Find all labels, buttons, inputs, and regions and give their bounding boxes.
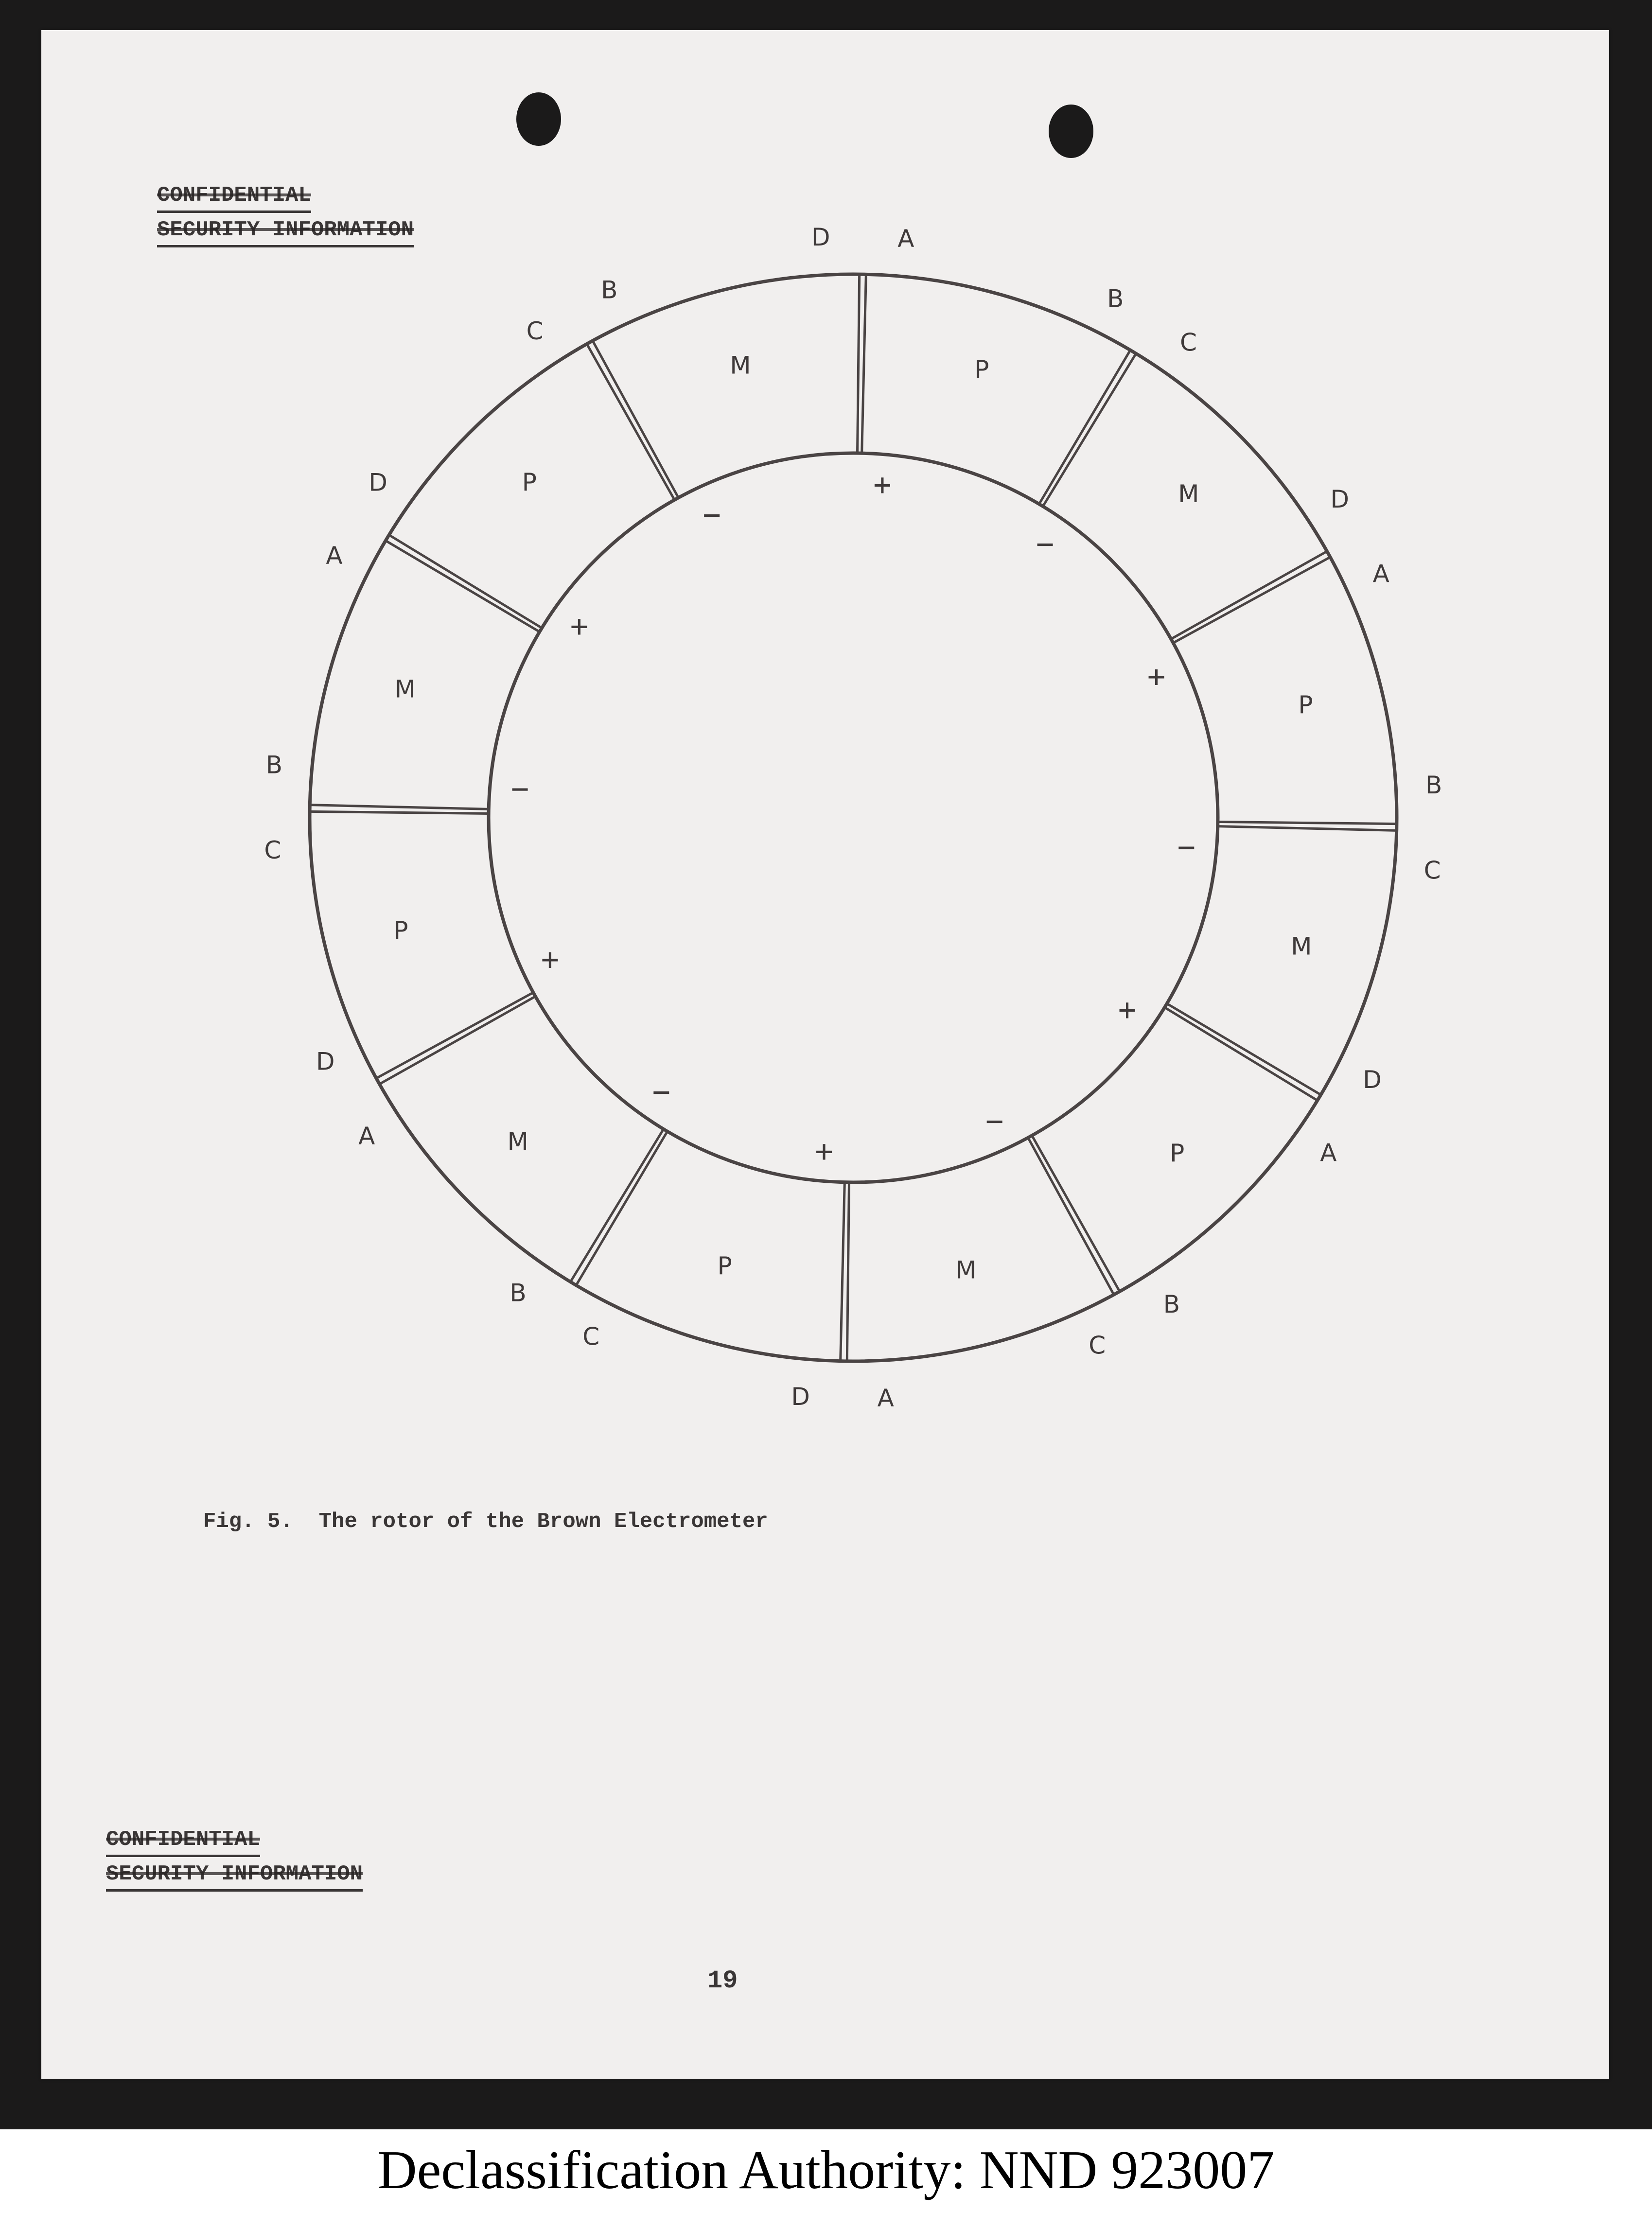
segment-label: P (974, 355, 989, 384)
polarity-sign: − (510, 771, 529, 807)
polarity-sign: − (1177, 829, 1196, 865)
boundary-label: C (1089, 1331, 1106, 1360)
stamp-line-security-information: SECURITY INFORMATION (106, 1860, 363, 1892)
declassification-footer: Declassification Authority: NND 923007 (377, 2140, 1275, 2200)
segment-divider (858, 274, 860, 453)
segment-label: M (394, 675, 416, 703)
segment-divider (389, 535, 542, 628)
boundary-label: D (791, 1383, 810, 1411)
segment-divider (847, 1182, 849, 1361)
segment-divider (310, 805, 489, 809)
segment-label: P (522, 468, 537, 497)
boundary-label: C (582, 1322, 600, 1351)
boundary-label: C (264, 836, 281, 864)
boundary-label: A (358, 1122, 375, 1150)
boundary-label: D (811, 223, 830, 251)
segment-label: P (393, 916, 408, 945)
boundary-label: D (1330, 485, 1350, 514)
segment-label: M (955, 1256, 977, 1284)
boundary-label: B (510, 1279, 527, 1307)
boundary-label: C (526, 317, 544, 346)
segment-divider (1167, 1003, 1321, 1095)
segment-divider (1218, 826, 1397, 831)
boundary-label: D (316, 1047, 335, 1076)
stamp-line-confidential: CONFIDENTIAL (106, 1825, 260, 1857)
segment-divider (1218, 822, 1397, 824)
segment-divider (1165, 1007, 1318, 1100)
boundary-label: B (1107, 284, 1124, 313)
segment-divider (570, 1129, 663, 1282)
polarity-sign: − (652, 1074, 671, 1110)
polarity-sign: + (815, 1133, 833, 1169)
confidential-stamp-bottom (106, 1825, 363, 1895)
segment-divider (1171, 551, 1327, 639)
segment-label: M (1178, 479, 1199, 508)
segment-divider (841, 1182, 845, 1361)
polarity-sign: + (873, 467, 892, 503)
boundary-label: A (1372, 560, 1389, 588)
polarity-sign: − (985, 1103, 1004, 1139)
segment-divider (386, 541, 540, 632)
polarity-sign: − (703, 496, 721, 532)
boundary-label: A (897, 224, 914, 253)
segment-divider (587, 344, 674, 500)
segment-divider (1028, 1138, 1114, 1295)
boundary-label: B (601, 276, 618, 304)
polarity-sign: + (541, 941, 560, 977)
segment-label: P (1170, 1139, 1185, 1167)
boundary-label: D (369, 468, 387, 497)
boundary-label: A (1320, 1139, 1337, 1167)
segment-divider (1039, 350, 1130, 504)
segment-label: M (730, 351, 751, 380)
boundary-label: C (1424, 856, 1441, 885)
segment-divider (576, 1131, 668, 1285)
segment-divider (380, 997, 536, 1084)
segment-label: P (1298, 690, 1313, 719)
boundary-label: B (1163, 1290, 1180, 1318)
boundary-label: B (1425, 771, 1442, 800)
boundary-label: C (1179, 328, 1197, 357)
segment-divider (862, 274, 866, 453)
segment-divider (1173, 557, 1330, 643)
stamp-line-security-information: SECURITY INFORMATION (157, 216, 414, 247)
segment-label: M (1291, 932, 1312, 961)
polarity-sign: + (1147, 658, 1166, 694)
boundary-label: D (1363, 1066, 1382, 1094)
segment-label: P (717, 1251, 732, 1280)
inner-ring (489, 453, 1218, 1182)
boundary-label: A (326, 541, 343, 570)
outer-ring (310, 274, 1397, 1361)
stamp-line-confidential: CONFIDENTIAL (157, 181, 311, 213)
segment-divider (310, 811, 489, 813)
segment-divider (1043, 353, 1136, 506)
segment-label: M (507, 1127, 528, 1156)
polarity-sign: + (1118, 992, 1137, 1028)
page-number: 19 (707, 1966, 738, 1995)
boundary-label: A (877, 1384, 894, 1413)
segment-divider (593, 341, 678, 498)
polarity-sign: − (1036, 526, 1054, 562)
segment-divider (376, 993, 533, 1078)
segment-divider (1032, 1136, 1120, 1292)
figure-caption: Fig. 5. The rotor of the Brown Electrometer (203, 1509, 768, 1534)
boundary-label: B (265, 751, 283, 779)
polarity-sign: + (570, 608, 589, 644)
